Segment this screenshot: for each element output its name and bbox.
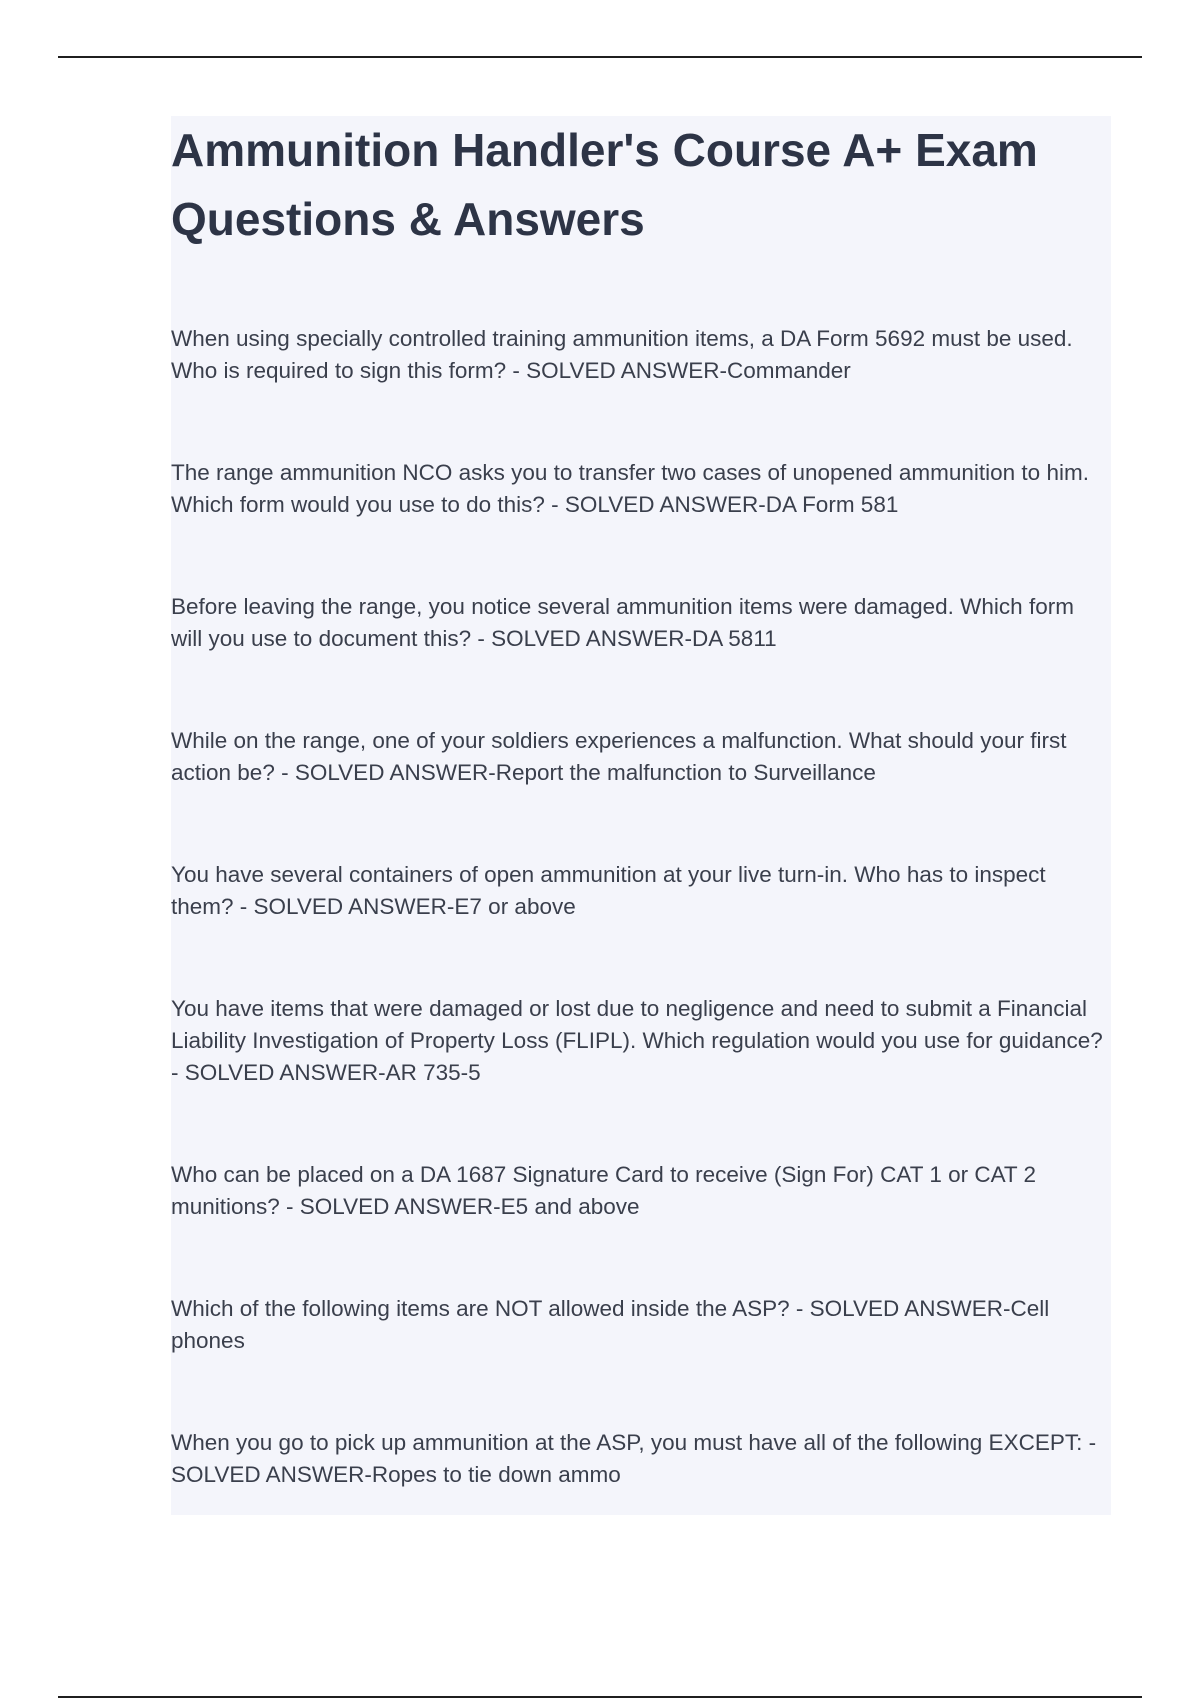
qa-item: Who can be placed on a DA 1687 Signature Card to receive (Sign For) CAT 1 or CAT 2 munitions? - SOLVED ANSWER-E5 and above — [171, 1162, 1037, 1219]
footer-rule — [58, 1696, 1142, 1698]
document-title: Ammunition Handler's Course A+ Exam Questions & Answers — [171, 124, 1038, 245]
qa-item: The range ammunition NCO asks you to transfer two cases of unopened ammunition to him. Which form would you use to do this? - SOLVED ANSWER-DA Form 581 — [171, 460, 1089, 517]
qa-item: When using specially controlled training ammunition items, a DA Form 5692 must be used. Who is required to sign this form? - SOLVED ANSWER-Commander — [171, 326, 1073, 383]
qa-list — [171, 323, 1111, 1491]
qa-item: You have several containers of open ammunition at your live turn-in. Who has to inspect them? - SOLVED ANSWER-E7 or above — [171, 862, 1046, 919]
document-body — [171, 116, 1111, 1515]
qa-item: You have items that were damaged or lost due to negligence and need to submit a Financial Liability Investigation of Property Loss (FLIPL). Which regulation would you use for guidance? - SOLVED ANSWER-AR 735-5 — [171, 996, 1103, 1085]
header-rule — [58, 56, 1142, 58]
qa-item: Which of the following items are NOT allowed inside the ASP? - SOLVED ANSWER-Cell phones — [171, 1296, 1050, 1353]
qa-item: While on the range, one of your soldiers experiences a malfunction. What should your first action be? - SOLVED ANSWER-Report the malfunction to Surveillance — [171, 728, 1067, 785]
qa-item: When you go to pick up ammunition at the ASP, you must have all of the following EXCEPT: - SOLVED ANSWER-Ropes to tie down ammo — [171, 1430, 1097, 1487]
qa-item: Before leaving the range, you notice several ammunition items were damaged. Which form will you use to document this? - SOLVED ANSWER-DA 5811 — [171, 594, 1074, 651]
